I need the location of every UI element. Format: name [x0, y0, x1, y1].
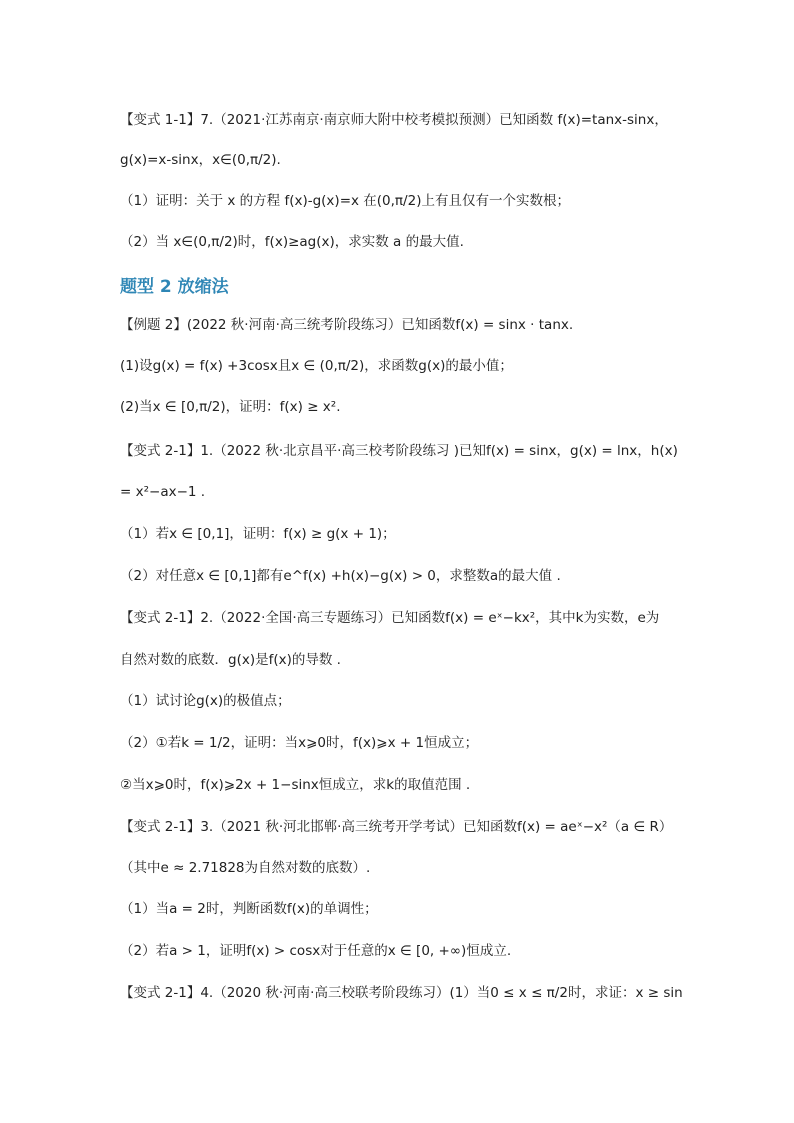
variant-2-1-3-cont: （其中e ≈ 2.71828为自然对数的底数）. [120, 860, 371, 876]
example-2-title: 【例题 2】(2022 秋·河南·高三统考阶段练习）已知函数f(x) = sinx · tanx. [120, 317, 574, 333]
variant-2-1-1-title: 【变式 2-1】1.（2022 秋·北京昌平·高三校考阶段练习 )已知f(x) = sinx，g(x) = lnx，h(x) [120, 443, 678, 459]
variant-2-1-3-part2: （2）若a > 1，证明f(x) > cosx对于任意的x ∈ [0, +∞)恒成立. [120, 943, 512, 959]
variant-2-1-1-part2: （2）对任意x ∈ [0,1]都有e^f(x) +h(x)−g(x) > 0，求整数a的最大值 . [120, 568, 561, 584]
problem-variant-1-1-title: 【变式 1-1】7.（2021·江苏南京·南京师大附中校考模拟预测）已知函数 f(x)=tanx-sinx， [120, 112, 668, 128]
variant-2-1-2-part2b: ②当x⩾0时，f(x)⩾2x + 1−sinx恒成立，求k的取值范围 . [120, 777, 471, 793]
variant-2-1-2-part1: （1）试讨论g(x)的极值点； [120, 693, 291, 709]
variant-2-1-3-title: 【变式 2-1】3.（2021 秋·河北邯郸·高三统考开学考试）已知函数f(x) = aeˣ−x²（a ∈ R） [120, 819, 673, 835]
variant-2-1-3-part1: （1）当a = 2时，判断函数f(x)的单调性； [120, 901, 378, 917]
section-heading: 题型 2 放缩法 [120, 277, 229, 297]
variant-2-1-2-title: 【变式 2-1】2.（2022·全国·高三专题练习）已知函数f(x) = eˣ−kx²，其中k为实数，e为 [120, 610, 660, 626]
problem-variant-1-1-part2: （2）当 x∈(0,π/2)时，f(x)≥ag(x)，求实数 a 的最大值. [120, 234, 464, 250]
variant-2-1-2-cont: 自然对数的底数．g(x)是f(x)的导数 . [120, 652, 341, 668]
problem-variant-1-1-cont: g(x)=x-sinx，x∈(0,π/2). [120, 152, 281, 168]
variant-2-1-1-part1: （1）若x ∈ [0,1]，证明：f(x) ≥ g(x + 1)； [120, 526, 396, 542]
example-2-part1: (1)设g(x) = f(x) +3cosx且x ∈ (0,π/2)，求函数g(x)的最小值； [120, 358, 513, 374]
variant-2-1-2-part2: （2）①若k = 1/2，证明：当x⩾0时，f(x)⩾x + 1恒成立； [120, 735, 479, 751]
variant-2-1-4-title: 【变式 2-1】4.（2020 秋·河南·高三校联考阶段练习）(1）当0 ≤ x ≤ π/2时，求证：x ≥ sin [120, 985, 683, 1001]
example-2-part2: (2)当x ∈ [0,π/2)，证明：f(x) ≥ x². [120, 399, 341, 415]
problem-variant-1-1-part1: （1）证明：关于 x 的方程 f(x)-g(x)=x 在(0,π/2)上有且仅有一个实数根； [120, 193, 570, 209]
variant-2-1-1-cont: = x²−ax−1 . [120, 484, 206, 500]
